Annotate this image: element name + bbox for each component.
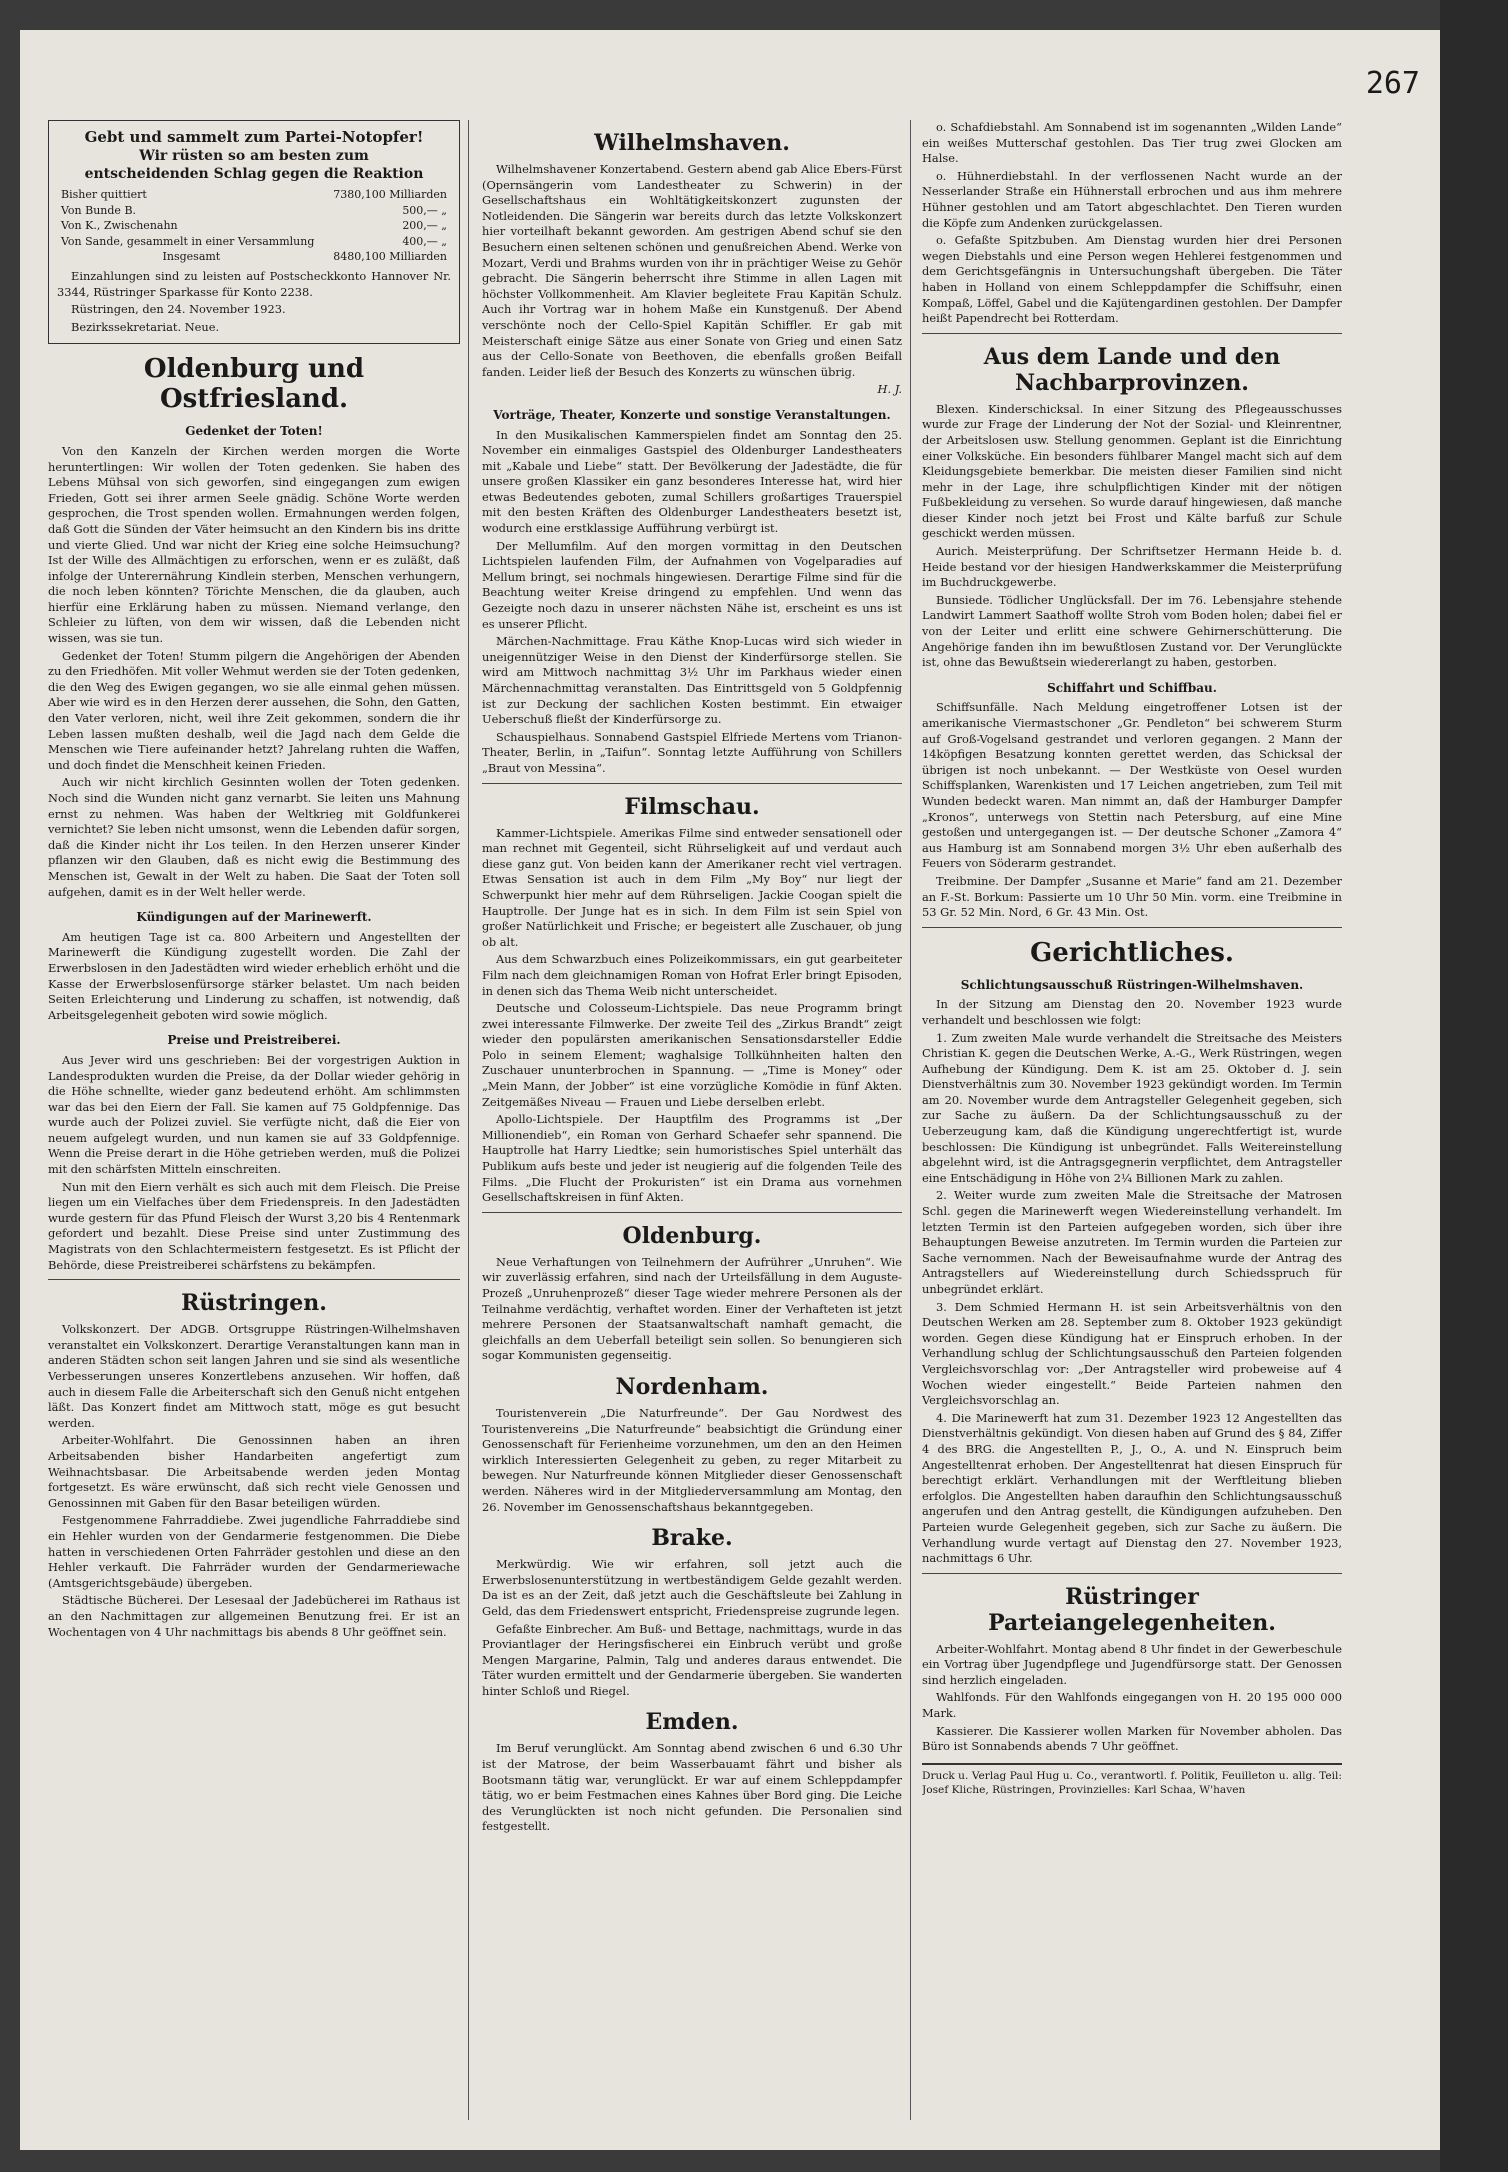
section-heading: Emden. bbox=[645, 1709, 739, 1736]
donation-value: 400,— „ bbox=[402, 234, 447, 248]
paragraph: Von den Kanzeln der Kirchen werden morgen die Worte heruntertlingen: Wir wollen der Toten gedenken. Sie haben des Lebens Mühsal von sich geworfen, sind eingegangen zum ewigen Frieden, Gott sei ihrer armen Seele gnädig. Schöne Worte werden gesprochen, die Trost spenden wollen. Ermahnungen werden folgen, daß Gott die Sünden der Väter heimsucht an den Kindern bis ins dritte und vierte Glied. Und war nicht der Krieg eine solche Heimsuchung? Ist der Wille des Allmächtigen zu erforschen, wenn er es zuläßt, daß infolge der Unterernährung Kindlein sterben, Menschen verhungern, die noch leben könnten? Törichte Menschen, die da glauben, auch hierfür eine Erklärung haben zu müssen. Niemand verlange, den Schleier zu lüften, von dem wir wissen, daß die Lebenden nicht wissen, was sie tun. bbox=[48, 443, 460, 646]
paragraph: Blexen. Kinderschicksal. In einer Sitzung des Pflegeausschusses wurde zur Frage der Linderung der Not der Sozial- und Kleinrentner, der Arbeitslosen usw. Stellung genommen. Geplant ist die Einrichtung einer Volksküche. Ein besonders fühlbarer Mangel macht sich auf dem Kleidungsgebiete bemerkbar. Die meisten dieser Familien sind nicht mehr in der Lage, ihre schulpflichtigen Kinder mit der nötigen Fußbekleidung zu versehen. So wurde darauf hingewiesen, daß manche dieser Kinder noch jetzt bei Frost und Kälte barfuß zur Schule geschickt werden müssen. bbox=[922, 401, 1342, 541]
paragraph: In der Sitzung am Dienstag den 20. November 1923 wurde verhandelt und beschlossen wie folgt: bbox=[922, 997, 1342, 1027]
paragraph: Im Beruf verunglückt. Am Sonntag abend zwischen 6 und 6.30 Uhr ist der Matrose, der beim Wasserbauamt fährt und bisher als Bootsmann tätig war, verunglückt. Er war auf einem Schleppdampfer tätig, wo er beim Festmachen eines Kahnes über Bord ging. Die Leiche des Verunglückten ist noch nicht gefunden. Die Personalien sind festgestellt. bbox=[482, 1741, 902, 1834]
section-heading: Nordenham. bbox=[615, 1373, 769, 1400]
column-1 bbox=[48, 120, 460, 2120]
donation-label: Von K., Zwischenahn bbox=[61, 219, 178, 233]
article-title: Kündigungen auf der Marinewerft. bbox=[136, 910, 372, 925]
notice-line: entscheidenden Schlag gegen die Reaktion bbox=[84, 166, 424, 182]
paragraph: Der Mellumfilm. Auf den morgen vormittag in den Deutschen Lichtspielen laufenden Film, der Aufnahmen von Vogelparadies auf Mellum bringt, sei nochmals hingewiesen. Derartige Filme sind für die Beachtung weiter Kreise dringend zu empfehlen. Und wenn das Gezeigte noch dazu in unserer nächsten Nähe ist, erscheint es uns ist es unserer Pflicht. bbox=[482, 538, 902, 631]
notice-line: Wir rüsten so am besten zum bbox=[139, 148, 369, 164]
paragraph: Volkskonzert. Der ADGB. Ortsgruppe Rüstringen-Wilhelmshaven veranstaltet ein Volkskonzert. Derartige Veranstaltungen kann man in anderen Städten schon seit langen Jahren und sie sind als wesentliche Verbesserungen unseres Konzertlebens anzusehen. Wir hoffen, daß auch in diesem Falle die Arbeiterschaft sich den Genuß nicht entgehen läßt. Das Konzert findet am Mittwoch statt, möge es gut besucht werden. bbox=[48, 1322, 460, 1430]
paragraph: o. Schafdiebstahl. Am Sonnabend ist im sogenannten „Wilden Lande“ ein weißes Mutterschaf gestohlen. Das Tier trug zwei Glocken am Halse. bbox=[922, 120, 1342, 166]
article-title: Schiffahrt und Schiffbau. bbox=[1047, 680, 1217, 695]
divider bbox=[922, 1573, 1342, 1574]
paragraph: Wahlfonds. Für den Wahlfonds eingegangen von H. 20 195 000 000 Mark. bbox=[922, 1690, 1342, 1721]
paragraph: In den Musikalischen Kammerspielen findet am Sonntag den 25. November ein einmaliges Gastspiel des Oldenburger Landestheaters mit „Kabale und Liebe“ statt. Der Bevölkerung der Jadestädte, die für unsere großen Klassiker ein ganz besonderes Interesse hat, wird hier etwas Bedeutendes geboten, zumal Schillers großartiges Trauerspiel mit den besten Kräften des Oldenburger Landestheaters besetzt ist, wodurch eine erstklassige Aufführung verbürgt ist. bbox=[482, 427, 902, 536]
paragraph: o. Hühnerdiebstahl. In der verflossenen Nacht wurde an der Nesserlander Straße ein Hühnerstall erbrochen und aus ihm mehrere Hühner gestohlen und am Tatort abgeschlachtet. Den Tieren wurden die Köpfe zum Andenken zurückgelassen. bbox=[922, 168, 1342, 230]
donation-table bbox=[57, 187, 451, 265]
paragraph: Gefaßte Einbrecher. Am Buß- und Bettage, nachmittags, wurde in das Proviantlager der Heringsfischerei ein Einbruch verübt und große Mengen Margarine, Palmin, Talg und anderes daraus entwendet. Die Täter wurden ermittelt und der Gendarmerie übergeben. Sie wanderten hinter Schloß und Riegel. bbox=[482, 1621, 902, 1698]
donation-label: Von Bunde B. bbox=[61, 203, 137, 217]
paragraph: Kassierer. Die Kassierer wollen Marken für November abholen. Das Büro ist Sonnabends abends 7 Uhr geöffnet. bbox=[922, 1723, 1342, 1754]
donation-label: Von Sande, gesammelt in einer Versammlung bbox=[61, 234, 315, 248]
article-title: Vorträge, Theater, Konzerte und sonstige Veranstaltungen. bbox=[493, 407, 891, 422]
donation-label: Bisher quittiert bbox=[61, 188, 147, 201]
donation-label: Insgesamt bbox=[162, 250, 221, 264]
notopfer-notice bbox=[48, 120, 460, 344]
section-heading: Gerichtliches. bbox=[1030, 937, 1234, 968]
paragraph: 4. Die Marinewerft hat zum 31. Dezember 1923 12 Angestellten das Dienstverhältnis gekündigt. Von diesen haben auf Grund des § 84, Ziffer 4 des BRG. die Angestellten P., J., O., A. und N. Einspruch beim Angestelltenrat erhoben. Der Angestelltenrat hat diesen Einspruch für berechtigt erklärt. Verhandlungen mit der Werftleitung blieben erfolglos. Die Angestellten haben daraufhin den Schlichtungsausschuß angerufen und den Antrag gestellt, die Kündigungen aufzuheben. Den Parteien wurde Gelegenheit gegeben, sich zur Sache zu äußern. Die Verhandlung wurde vertagt auf Dienstag den 27. November 1923, nachmittags 6 Uhr. bbox=[922, 1410, 1342, 1566]
paragraph: Apollo-Lichtspiele. Der Hauptfilm des Programms ist „Der Millionendieb“, ein Roman von Gerhard Schaefer sehr spannend. Die Hauptrolle hat Harry Liedtke; sein humoristisches Spiel unterhält das Publikum aufs beste und jeder ist neugierig auf die folgenden Teile des Films. „Die Flucht der Prokuristen“ ist ein Drama aus vornehmen Gesellschaftskreisen in fünf Akten. bbox=[482, 1112, 902, 1205]
paragraph: Festgenommene Fahrraddiebe. Zwei jugendliche Fahrraddiebe sind ein Hehler wurden von der Gendarmerie festgenommen. Die Diebe hatten in verschiedenen Orten Fahrräder gestohlen und diese an den Hehler verkauft. Die Fahrräder wurden der Gendarmeriewache (Amtsgerichtsgebäude) übergeben. bbox=[48, 1513, 460, 1590]
paragraph: Touristenverein „Die Naturfreunde“. Der Gau Nordwest des Touristenvereins „Die Naturfreunde“ beabsichtigt die Gründung einer Genossenschaft für Ferienheime vorzunehmen, um den an den Heimen wirklich Interessierten Gelegenheit zu geben, zu reger Mitarbeit zu bewegen. Nur Naturfreunde können Mitglieder dieser Genossenschaft werden. Näheres wird in der Mitgliederversammlung am Montag, den 26. November im Genossenschaftshaus bekanntgegeben. bbox=[482, 1405, 902, 1514]
paragraph: Arbeiter-Wohlfahrt. Die Genossinnen haben an ihren Arbeitsabenden bisher Handarbeiten angefertigt zum Weihnachtsbasar. Die Arbeitsabende werden jeden Montag fortgesetzt. Es wäre erwünscht, daß sich recht viele Genossen und Genossinnen mit Gaben für den Basar beteiligen würden. bbox=[48, 1433, 460, 1510]
section-heading: Rüstringer Parteiangelegenheiten. bbox=[988, 1583, 1276, 1636]
paragraph: 3. Dem Schmied Hermann H. ist sein Arbeitsverhältnis von den Deutschen Werken am 28. September zum 8. Oktober 1923 gekündigt worden. Gegen diese Kündigung hat er Einspruch erhoben. In der Verhandlung schlug der Schlichtungsausschuß den Parteien folgenden Vergleichsvorschlag vor: „Der Antragsteller wird probeweise auf 4 Wochen wieder eingestellt.“ Beide Parteien nahmen den Vergleichsvorschlag an. bbox=[922, 1299, 1342, 1408]
paragraph: Bunsiede. Tödlicher Unglücksfall. Der im 76. Lebensjahre stehende Landwirt Lammert Saathoff wollte Stroh vom Boden holen; dabei fiel er von der Leiter und erlitt eine schwere Gehirnerschütterung. Die Angehörige fanden ihn im bewußtlosen Zustand vor. Der Verunglückte ist, ohne das Bewußtsein wiedererlangt zu haben, gestorben. bbox=[922, 592, 1342, 670]
paragraph: 2. Weiter wurde zum zweiten Male die Streitsache der Matrosen Schl. gegen die Marinewerft wegen Wiedereinstellung verhandelt. Im letzten Termin ist den Parteien aufgegeben worden, sich über ihre Behauptungen Beweise anzutreten. Im Termin wurden die Parteien zur Sache vernommen. Nach der Beweisaufnahme wurde der Antrag des Antragstellers auf Wiedereinstellung durch Schiedsspruch für unbegründet erklärt. bbox=[922, 1188, 1342, 1296]
paragraph: 1. Zum zweiten Male wurde verhandelt die Streitsache des Meisters Christian K. gegen die Deutschen Werke, A.-G., Werk Rüstringen, wegen Aufhebung der Kündigung. Dem K. ist am 25. Oktober d. J. sein Dienstverhältnis zum 30. November 1923 gekündigt worden. Im Termin am 20. November wurde dem Antragsteller Gelegenheit gegeben, sich zur Sache zu äußern. Da der Schlichtungsausschuß zu der Ueberzeugung kam, daß die Kündigung ungerechtfertigt ist, wurde beschlossen: Die Kündigung ist unbegründet. Falls Weitereinstellung abgelehnt wird, ist die Antragsgegnerin verpflichtet, dem Antragsteller eine Entschädigung in Höhe von 2¼ Billionen Mark zu zahlen. bbox=[922, 1030, 1342, 1185]
donation-value: 500,— „ bbox=[402, 203, 447, 217]
paragraph: Schiffsunfälle. Nach Meldung eingetroffener Lotsen ist der amerikanische Viermastschoner „Gr. Pendleton“ bei schwerem Sturm auf Groß-Vogelsand gestrandet und verloren gegangen. 2 Mann der 14köpfigen Besatzung konnten gerettet werden, das Schicksal der übrigen ist noch unbekannt. — Der Westküste von Oesel wurden Schiffsplanken, Warenkisten und 17 Leichen angetrieben, zum Teil mit Wunden bedeckt waren. Man nimmt an, daß der Hamburger Dampfer „Kronos“, unterwegs von Stettin nach Petersburg, auf eine Mine gestoßen und untergegangen ist. — Der deutsche Schoner „Zamora 4“ aus Hamburg ist am Sonnabend morgen 3½ Uhr eben außerhalb des Feuers von Söderarm gestrandet. bbox=[922, 700, 1342, 871]
paragraph: o. Gefaßte Spitzbuben. Am Dienstag wurden hier drei Personen wegen Diebstahls und eine Person wegen Hehlerei festgenommen und dem Gerichtsgefängnis in Untersuchungshaft übergeben. Die Täter haben in Holland von einem Schleppdampfer die Schiffsuhr, einen Kompaß, Löffel, Gabel und die Kajütengardinen gestohlen. Der Dampfer heißt Papendrecht bei Rotterdam. bbox=[922, 233, 1342, 326]
paragraph: Aurich. Meisterprüfung. Der Schriftsetzer Hermann Heide b. d. Heide bestand vor der hiesigen Handwerkskammer die Meisterprüfung im Buchdruckgewerbe. bbox=[922, 544, 1342, 590]
donation-value: 7380,100 Milliarden bbox=[333, 188, 447, 201]
article-title: Gedenket der Toten! bbox=[185, 424, 323, 439]
section-heading: Rüstringen. bbox=[181, 1290, 327, 1317]
column-3 bbox=[922, 120, 1342, 2120]
donation-value: 8480,100 Milliarden bbox=[333, 250, 447, 264]
paragraph: Märchen-Nachmittage. Frau Käthe Knop-Lucas wird sich wieder in uneigennütziger Weise in den Dienst der Kinderfürsorge stellen. Sie wird am Mittwoch nachmittag 3½ Uhr im Parkhaus wieder einen Märchennachmittag veranstalten. Das Eintrittsgeld von 5 Goldpfennig ist zur Deckung der sachlichen Kosten bestimmt. Ein etwaiger Ueberschuß fließt der Kinderfürsorge zu. bbox=[482, 634, 902, 727]
divider bbox=[482, 783, 902, 784]
donation-total bbox=[57, 249, 451, 265]
author-sign: H. J. bbox=[877, 382, 902, 397]
paragraph: Gedenket der Toten! Stumm pilgern die Angehörigen der Abenden zu den Friedhöfen. Mit voller Wehmut werden sie der Toten gedenken, die den Weg des Ewigen gegangen, wo sie alle einmal gehen müssen. Aber wie wird es in den Herzen derer aussehen, die Sohn, den Gatten, den Vater verloren, nicht, weil ihre Zeit gekommen, sondern die ihr Leben lassen mußten deshalb, weil die Jagd nach dem Gelde die Menschen wie Tiere aufeinander hetzt? Jahrelang ruhten die Waffen, und doch findet die Menschheit keinen Frieden. bbox=[48, 648, 460, 772]
paragraph: Deutsche und Colosseum-Lichtspiele. Das neue Programm bringt zwei interessante Filmwerke. Der zweite Teil des „Zirkus Brandt“ zeigt wieder den populärsten amerikanischen Sensationsdarsteller Eddie Polo in seinem Element; waghalsige Tollkühnheiten halten den Zuschauer ununterbrochen in Spannung. — „Time is Money“ oder „Mein Mann, der Jobber“ ist eine vorzügliche Komödie in fünf Akten. Zeitgemäßes Niveau — Frauen und Liebe derselben erlebt. bbox=[482, 1001, 902, 1109]
paragraph: Neue Verhaftungen von Teilnehmern der Aufrührer „Unruhen“. Wie wir zuverlässig erfahren, sind nach der Urteilsfällung in dem Auguste-Prozeß „Unruhenprozeß“ dieser Tage wieder mehrere Personen als der Teilnahme verdächtig, verhaftet worden. Einer der Verhafteten ist jetzt mehrere Personen der Staatsanwaltschaft namhaft gemacht, die gleichfalls an dem Ueberfall beteiligt sein sollen. So benungieren sich sogar Kommunisten gegenseitig. bbox=[482, 1254, 902, 1363]
paragraph: Treibmine. Der Dampfer „Susanne et Marie“ fand am 21. Dezember an F.-St. Borkum: Passierte um 10 Uhr 50 Min. vorm. eine Treibmine in 53 Gr. 52 Min. Nord, 6 Gr. 43 Min. Ost. bbox=[922, 873, 1342, 920]
binding-edge bbox=[1440, 0, 1508, 2172]
paragraph: Arbeiter-Wohlfahrt. Montag abend 8 Uhr findet in der Gewerbeschule ein Vortrag über Jugendpflege und Jugendfürsorge statt. Der Genossen sind herzlich eingeladen. bbox=[922, 1641, 1342, 1687]
paragraph: Wilhelmshavener Konzertabend. Gestern abend gab Alice Ebers-Fürst (Opernsängerin vom Landestheater zu Schwerin) in der Gesellschaftshaus ein Wohltätigkeitskonzert zugunsten der Notleidenden. Die Sängerin war bereits durch das letzte Volkskonzert hier vorteilhaft bekannt geworden. Am gestrigen Abend schuf sie den Besuchern einen seltenen schönen und genußreichen Abend. Werke von Mozart, Verdi und Brahms wurden von ihr in prächtiger Weise zu Gehör gebracht. Die Sängerin beherrscht ihre Stimme in allen Lagen mit höchster Vollkommenheit. Am Klavier begleitete Frau Kapitän Schulz. Auch ihr Vortrag war in hohem Maße ein Kunstgenuß. Der Abend verschönte noch der Cello-Spiel Kapitän Schiffler. Er gab mit Meisterschaft einige Sätze aus einer Sonate von Grieg und einen Satz aus der Cello-Sonate von Beethoven, die ebenfalls großen Beifall fanden. Leider ließ der Besuch des Konzerts zu wünschen übrig. bbox=[482, 162, 902, 379]
section-heading: Aus dem Lande und den Nachbarprovinzen. bbox=[983, 343, 1281, 396]
column-2 bbox=[482, 120, 902, 2120]
newspaper-page bbox=[20, 30, 1440, 2150]
imprint: Druck u. Verlag Paul Hug u. Co., verantwortl. f. Politik, Feuilleton u. allg. Teil: Josef Kliche, Rüstringen, Provinzielles: Karl Schaa, W'haven bbox=[922, 1763, 1342, 1797]
paragraph: Auch wir nicht kirchlich Gesinnten wollen der Toten gedenken. Noch sind die Wunden nicht ganz vernarbt. Sie leiten uns Mahnung ernst zu nehmen. Was haben der Weltkrieg mit Goldfunkerei vernichtet? Sie leben nicht umsonst, wenn die Lebenden dafür sorgen, daß die Kinder nicht ihr Los teilen. In den Herzen unserer Kinder pflanzen wir den Glauben, daß es nicht ewig die Bestimmung des Menschen ist, Gewalt in der Welt zu haben. Die Saat der Toten soll aufgehen, damit es in der Welt heller werde. bbox=[48, 775, 460, 899]
donation-row bbox=[57, 234, 451, 250]
section-heading: Wilhelmshaven. bbox=[594, 130, 790, 156]
paragraph: Aus dem Schwarzbuch eines Polizeikommissars, ein gut gearbeiteter Film nach dem gleichnamigen Roman von Hofrat Erler bringt Episoden, in denen sich das Thema Weib nicht unterscheidet. bbox=[482, 952, 902, 998]
paragraph: Städtische Bücherei. Der Lesesaal der Jadebücherei im Rathaus ist an den Nachmittagen zur allgemeinen Benutzung frei. Er ist an Wochentagen von 4 Uhr nachmittags bis abends 8 Uhr geöffnet sein. bbox=[48, 1593, 460, 1639]
section-heading: Oldenburg und Ostfriesland. bbox=[143, 354, 365, 415]
notice-title: Gebt und sammelt zum Partei-Notopfer! bbox=[84, 128, 424, 146]
paragraph: Nun mit den Eiern verhält es sich auch mit dem Fleisch. Die Preise liegen um ein Vielfaches über dem Friedenspreis. In den Jadestädten wurde gestern für das Pfund Fleisch der Wurst 3,20 bis 4 Rentenmark gefordert und bezahlt. Diese Preise sind unter Zustimmung des Magistrats von den Schlachtermeistern festgesetzt. Es ist Pflicht der Behörde, diese Preistreiberei schärfstens zu bekämpfen. bbox=[48, 1179, 460, 1272]
paragraph: Am heutigen Tage ist ca. 800 Arbeitern und Angestellten der Marinewerft die Kündigung zugestellt worden. Die Zahl der Erwerbslosen in den Jadestädten wird wieder erheblich erhöht und die Kasse der Erwerbslosenfürsorge stärker belastet. Um nach beiden Seiten Erleichterung und Linderung zu schaffen, ist notwendig, daß Arbeitsgelegenheit geboten wird sowie möglich. bbox=[48, 929, 460, 1022]
section-heading: Oldenburg. bbox=[622, 1222, 762, 1249]
divider bbox=[922, 333, 1342, 334]
article-title: Schlichtungsausschuß Rüstringen-Wilhelmshaven. bbox=[960, 977, 1304, 992]
notice-date: Rüstringen, den 24. November 1923. bbox=[71, 302, 286, 317]
section-heading: Brake. bbox=[651, 1525, 733, 1552]
donation-row bbox=[57, 187, 451, 203]
article-title: Preise und Preistreiberei. bbox=[167, 1033, 341, 1048]
notice-sign: Bezirkssekretariat. Neue. bbox=[71, 319, 220, 334]
paragraph: Schauspielhaus. Sonnabend Gastspiel Elfriede Mertens vom Trianon-Theater, Berlin, in „Taifun“. Sonntag letzte Aufführung von Schillers „Braut von Messina“. bbox=[482, 729, 902, 775]
page-number: 267 bbox=[1365, 66, 1420, 101]
donation-row bbox=[57, 203, 451, 219]
donation-row bbox=[57, 218, 451, 234]
section-heading: Filmschau. bbox=[624, 793, 760, 820]
donation-value: 200,— „ bbox=[402, 219, 447, 233]
column-rule bbox=[468, 120, 469, 2120]
divider bbox=[922, 927, 1342, 928]
column-rule bbox=[910, 120, 911, 2120]
notice-note: Einzahlungen sind zu leisten auf Postscheckkonto Hannover Nr. 3344, Rüstringer Sparkasse für Konto 2238. bbox=[57, 268, 451, 299]
paragraph: Kammer-Lichtspiele. Amerikas Filme sind entweder sensationell oder man rechnet mit Gegenteil, sicht Rührseligkeit auf und verdaut auch diese ganz gut. Von beiden kann der Amerikaner recht viel vertragen. Etwas Sensation ist auch in dem Film „My Boy“ nur liegt der Schwerpunkt hier mehr auf dem Rührseligen. Jackie Coogan spielt die Hauptrolle. Der Junge hat es in sich. In dem Film ist sein Spiel von großer Natürlichkeit und Frische; er begeistert alle Zuschauer, ob jung ob alt. bbox=[482, 825, 902, 949]
paragraph: Aus Jever wird uns geschrieben: Bei der vorgestrigen Auktion in Landesprodukten wurden die Preise, da der Dollar wieder gehörig in die Höhe schnellte, wieder ganz bedeutend erhöht. Am schlimmsten war das bei den Eiern der Fall. Sie kamen auf 75 Goldpfennige. Das wurde auch der Polizei zuviel. Sie verfügte nicht, daß die Eier von neuem aufgelegt wurden, und nun kamen sie auf 33 Goldpfennige. Wenn die Preise derart in die Höhe getrieben werden, muß die Polizei mit den schärfsten Mitteln einschreiten. bbox=[48, 1052, 460, 1177]
paragraph: Merkwürdig. Wie wir erfahren, soll jetzt auch die Erwerbslosenunterstützung in wertbeständigem Gelde gezahlt werden. Da ist es an der Zeit, daß jetzt auch die Geschäftsleute bei Zahlung in Geld, das dem Friedenswert entspricht, Friedenspreise zugrunde legen. bbox=[482, 1557, 902, 1618]
divider bbox=[48, 1279, 460, 1280]
divider bbox=[482, 1212, 902, 1213]
